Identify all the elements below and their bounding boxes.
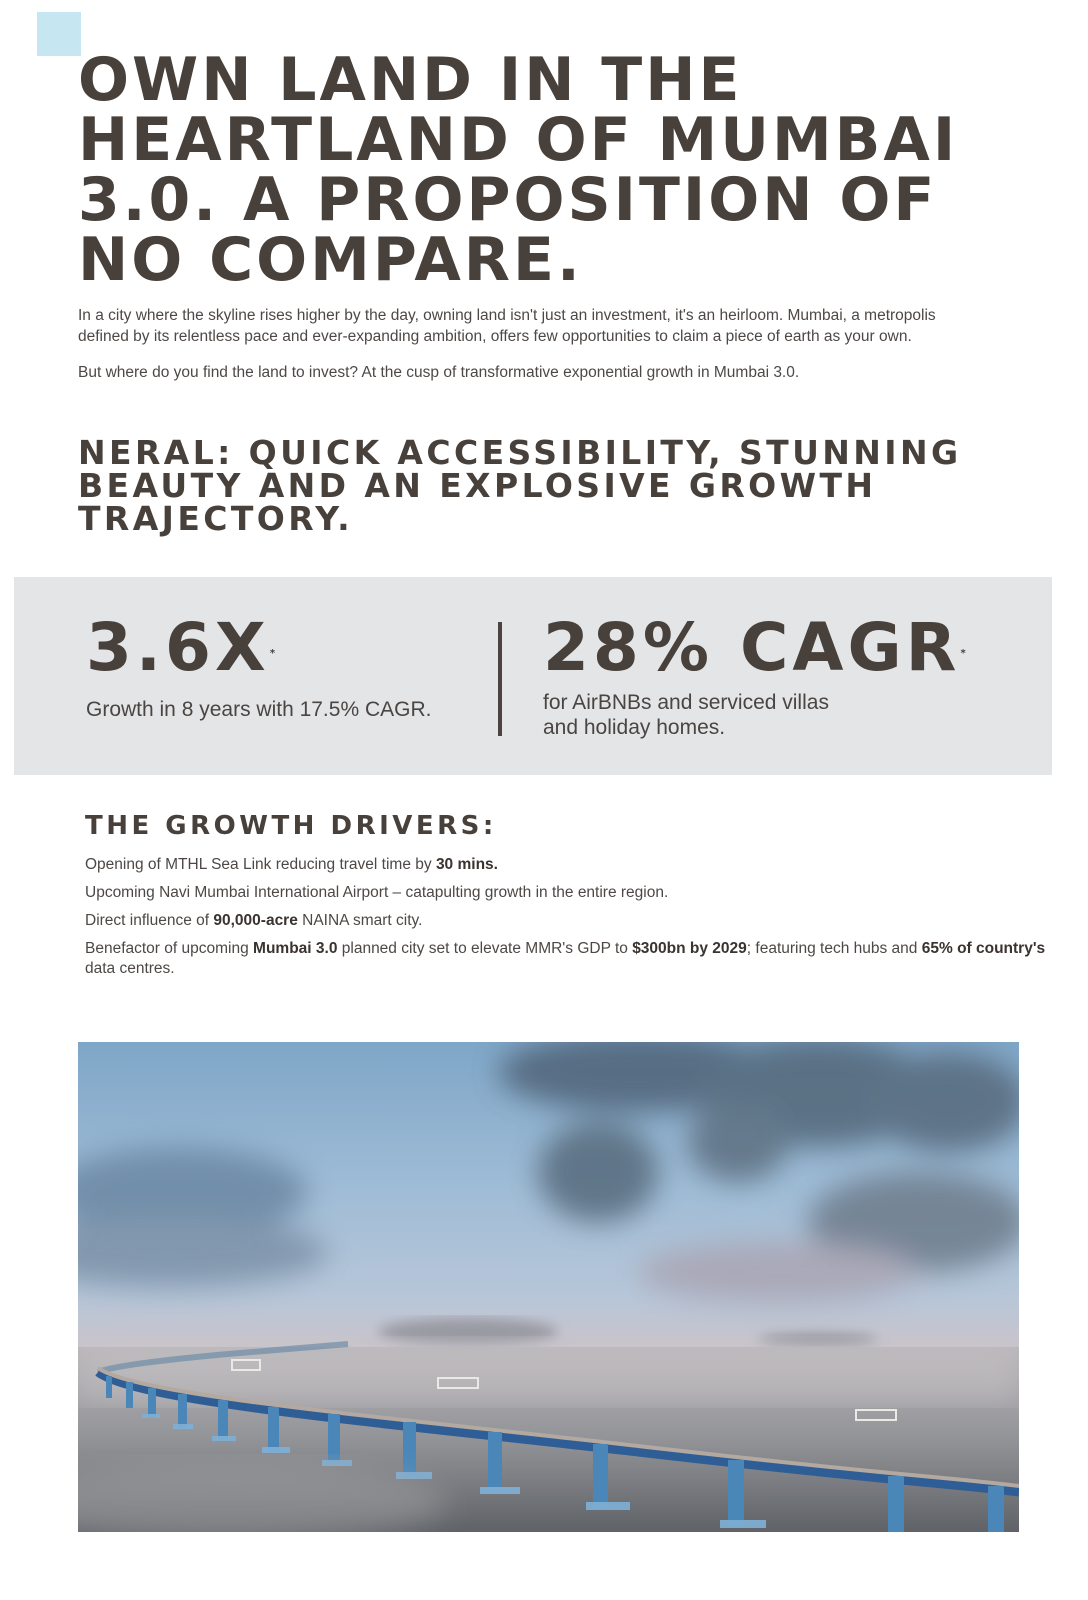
intro-text xyxy=(78,306,978,400)
stat-caption: Growth in 8 years with 17.5% CAGR. xyxy=(86,698,432,721)
caption-line: for AirBNBs and serviced villas xyxy=(543,691,829,714)
bridge-photo xyxy=(78,1042,1019,1532)
drivers-list xyxy=(85,855,1055,979)
subtitle-line: NERAL: QUICK ACCESSIBILITY, STUNNING xyxy=(78,433,962,472)
text: ; featuring tech hubs and xyxy=(746,940,922,957)
drivers-heading: THE GROWTH DRIVERS: xyxy=(85,811,497,841)
text: data centres. xyxy=(85,960,175,977)
bold-text: 65% of country's xyxy=(921,940,1046,957)
text: Upcoming Navi Mumbai International Airport – catapulting growth in the entire region. xyxy=(85,884,669,901)
list-item xyxy=(85,855,1055,875)
text: NAINA smart city. xyxy=(297,912,423,929)
stat-value xyxy=(543,609,966,686)
caption-line: and holiday homes. xyxy=(543,716,726,739)
footnote-mark: * xyxy=(269,648,276,659)
page-title xyxy=(78,45,1038,295)
footnote-mark: * xyxy=(960,648,966,659)
list-item xyxy=(85,939,1055,979)
title-line: HEARTLAND OF MUMBAI xyxy=(78,105,959,175)
growth-drivers xyxy=(85,810,1055,987)
stat-value xyxy=(86,609,276,686)
list-item xyxy=(85,883,1055,903)
title-line: OWN LAND IN THE xyxy=(78,45,743,115)
stats-band xyxy=(14,577,1052,775)
stat-caption xyxy=(543,690,829,740)
accent-square xyxy=(37,12,81,56)
subtitle-line: TRAJECTORY. xyxy=(78,499,354,538)
text: planned city set to elevate MMR's GDP to xyxy=(337,940,633,957)
stat-value-text: 28% CAGR xyxy=(543,609,961,686)
bold-text: Mumbai 3.0 xyxy=(253,940,338,957)
subtitle-line: BEAUTY AND AN EXPLOSIVE GROWTH xyxy=(78,466,877,505)
title-line: 3.0. A PROPOSITION OF xyxy=(78,165,938,235)
stat-value-text: 3.6X xyxy=(86,609,270,686)
bold-text: 90,000-acre xyxy=(213,912,298,929)
list-item xyxy=(85,911,1055,931)
bold-text: $300bn by 2029 xyxy=(632,940,747,957)
text: Opening of MTHL Sea Link reducing travel time by xyxy=(85,856,436,873)
bridge-illustration xyxy=(78,1042,1019,1532)
text: Benefactor of upcoming xyxy=(85,940,254,957)
title-line: NO COMPARE. xyxy=(78,225,583,295)
text: Direct influence of xyxy=(85,912,214,929)
bold-text: 30 mins. xyxy=(435,856,498,873)
stat-divider xyxy=(498,622,502,736)
section-subtitle xyxy=(78,433,1038,538)
intro-paragraph: But where do you find the land to invest? At the cusp of transformative exponential growth in Mumbai 3.0. xyxy=(78,364,800,381)
intro-paragraph: In a city where the skyline rises higher by the day, owning land isn't just an investment, it's an heirloom. Mumbai, a metropolis defined by its relentless pace and ever-expanding ambition, offers few opportunities to claim a piece of earth as your own. xyxy=(78,307,936,345)
